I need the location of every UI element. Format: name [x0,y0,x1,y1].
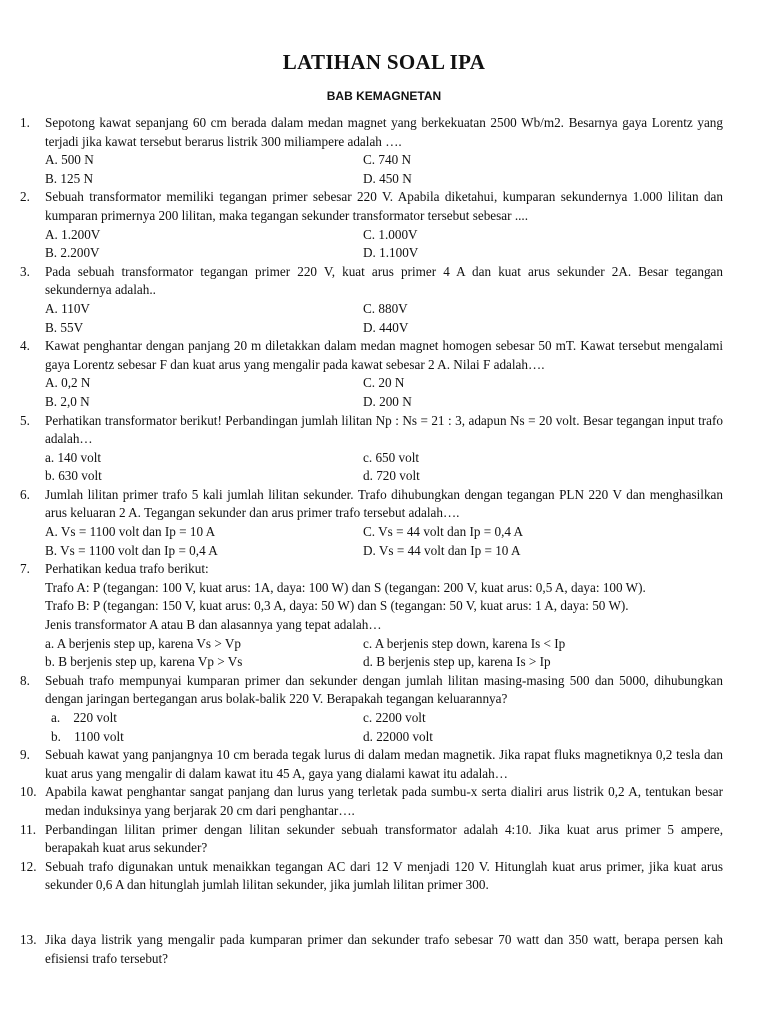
question-number: 7. [20,561,30,577]
question-item [20,263,723,337]
answer-options [45,300,723,337]
answer-option: a. A berjenis step up, karena Vs > Vp [45,635,241,651]
question-item [20,337,723,411]
question-text: Jika daya listrik yang mengalir pada kumparan primer dan sekunder trafo sebesar 70 watt dan 350 watt, berapa persen kah efisiensi trafo tersebut? [45,931,723,966]
question-item [20,412,723,486]
question-item [20,188,723,262]
answer-option: d. 22000 volt [363,728,433,744]
answer-options [45,635,723,672]
answer-option: c. 650 volt [363,449,420,465]
answer-option: B. Vs = 1100 volt dan Ip = 0,4 A [45,542,218,558]
answer-options [45,709,723,746]
question-item [20,672,723,746]
question-text: Sebuah trafo mempunyai kumparan primer dan sekunder dengan jumlah lilitan masing-masing 500 dan 5000, dihubungkan dengan jaringan bertegangan arus bolak-balik 220 V. Berapakah tegangan keluarannya? [45,672,723,707]
question-text: Perbandingan lilitan primer dengan lilitan sekunder sebuah transformator adalah 4:10. Jika kuat arus primer 5 ampere, berapakah kuat arus sekunder? [45,821,723,856]
section-gap [20,895,723,931]
question-item [20,114,723,188]
chapter-subtitle: BAB KEMAGNETAN [326,89,442,103]
answer-options [45,449,723,486]
answer-option: b. B berjenis step up, karena Vp > Vs [45,654,243,670]
question-text: Apabila kawat penghantar sangat panjang dan lurus yang terletak pada sumbu-x serta dialiri arus listrik 0,2 A, tentukan besar medan induksinya yang berjarak 20 cm dari penghantar…. [45,784,723,818]
answer-option: a. 220 volt [51,710,117,725]
question-subline: Trafo B: P (tegangan: 150 V, kuat arus: 0,3 A, daya: 50 W) dan S (tegangan: 50 V, kuat arus: 1 A, daya: 50 W). [45,598,629,614]
answer-option: C. 880V [363,300,408,316]
question-number: 2. [20,189,30,205]
answer-option: B. 125 N [45,170,93,186]
question-number: 13. [20,931,37,947]
question-text: Sebuah trafo digunakan untuk menaikkan tegangan AC dari 12 V menjadi 120 V. Hitunglah kuat arus primer, jika kuat arus sekunder 0,6 A dan hitunglah jumlah lilitan sekunder, jika jumlah lilitan primer 300. [45,858,723,893]
answer-option: A. 1.200V [45,226,101,242]
answer-option: C. 1.000V [363,226,418,242]
answer-option: C. Vs = 44 volt dan Ip = 0,4 A [363,524,524,540]
answer-option: C. 20 N [363,375,405,391]
answer-option: B. 55V [45,319,84,335]
answer-option: a. 140 volt [45,449,102,465]
question-subline: Trafo A: P (tegangan: 100 V, kuat arus: 1A, daya: 100 W) dan S (tegangan: 200 V, kuat arus: 0,5 A, daya: 100 W). [45,579,646,595]
page-title: LATIHAN SOAL IPA [282,50,486,74]
answer-options [45,523,723,560]
question-text: Sebuah kawat yang panjangnya 10 cm berada tegak lurus di dalam medan magnetik. Jika rapat fluks magnetiknya 0,2 tesla dan kuat arus yang mengalir di dalam kawat itu 45 A, gaya yang dialami kawat itu adalah… [45,747,723,781]
answer-options [45,226,723,263]
question-item [20,486,723,560]
question-item [20,746,723,783]
question-item [20,931,723,968]
answer-option: A. Vs = 1100 volt dan Ip = 10 A [45,524,216,540]
question-item [20,783,723,820]
answer-options [45,151,723,188]
question-item [20,560,723,672]
answer-option: D. 1.100V [363,245,419,261]
question-item [20,858,723,895]
answer-option: c. 2200 volt [363,710,426,725]
question-number: 4. [20,338,30,354]
answer-option: D. 200 N [363,393,412,409]
question-number: 5. [20,412,30,428]
question-text: Sebuah transformator memiliki tegangan primer sebesar 220 V. Apabila diketahui, kumparan sekundernya 1.000 lilitan dan kumparan primernya 200 lilitan, maka tegangan sekunder transformator tersebut sebesar .... [45,189,723,223]
answer-option: A. 110V [45,300,90,316]
question-number: 11. [20,821,36,837]
question-text: Perhatikan transformator berikut! Perbandingan jumlah lilitan Np : Ns = 21 : 3, adapun Ns = 20 volt. Besar tegangan input trafo adalah… [45,412,723,447]
answer-option: D. 440V [363,319,409,335]
answer-option: B. 2,0 N [45,393,90,409]
answer-option: d. B berjenis step up, karena Is > Ip [363,654,551,670]
answer-option: b. 630 volt [45,468,102,484]
question-text: Perhatikan kedua trafo berikut: [45,561,209,577]
question-number: 9. [20,747,30,763]
answer-option: d. 720 volt [363,468,420,484]
answer-option: c. A berjenis step down, karena Is < Ip [363,635,566,651]
answer-option: C. 740 N [363,152,411,168]
question-text: Pada sebuah transformator tegangan primer 220 V, kuat arus primer 4 A dan kuat arus sekunder 2A. Besar tegangan sekundernya adalah.. [45,263,723,298]
question-number: 6. [20,486,30,502]
answer-option: b. 1100 volt [51,728,124,744]
question-item [20,821,723,858]
answer-option: D. Vs = 44 volt dan Ip = 10 A [363,542,521,558]
question-number: 3. [20,263,30,279]
question-number: 8. [20,672,30,688]
answer-options [45,374,723,411]
question-text: Sepotong kawat sepanjang 60 cm berada dalam medan magnet yang berkekuatan 2500 Wb/m2. Besarnya gaya Lorentz yang terjadi jika kawat tersebut berarus listrik 300 miliampere adalah …. [45,115,723,149]
question-subline: Jenis transformator A atau B dan alasannya yang tepat adalah… [45,617,382,633]
question-number: 1. [20,115,30,130]
answer-option: B. 2.200V [45,245,100,261]
answer-option: D. 450 N [363,170,412,186]
answer-option: A. 500 N [45,152,94,168]
question-number: 12. [20,858,37,874]
question-text: Kawat penghantar dengan panjang 20 m diletakkan dalam medan magnet homogen sebesar 50 mT. Kawat tersebut mengalami gaya Lorentz sebesar F dan kuat arus yang mengalir pada kawat sebesar 2 A. Nilai F adalah…. [45,338,723,372]
answer-option: A. 0,2 N [45,375,91,391]
question-number: 10. [20,784,37,800]
question-text: Jumlah lilitan primer trafo 5 kali jumlah lilitan sekunder. Trafo dihubungkan dengan tegangan PLN 220 V dan menghasilkan arus keluaran 2 A. Tegangan sekunder dan arus primer trafo tersebut adalah…. [45,486,723,521]
question-list [20,114,723,968]
